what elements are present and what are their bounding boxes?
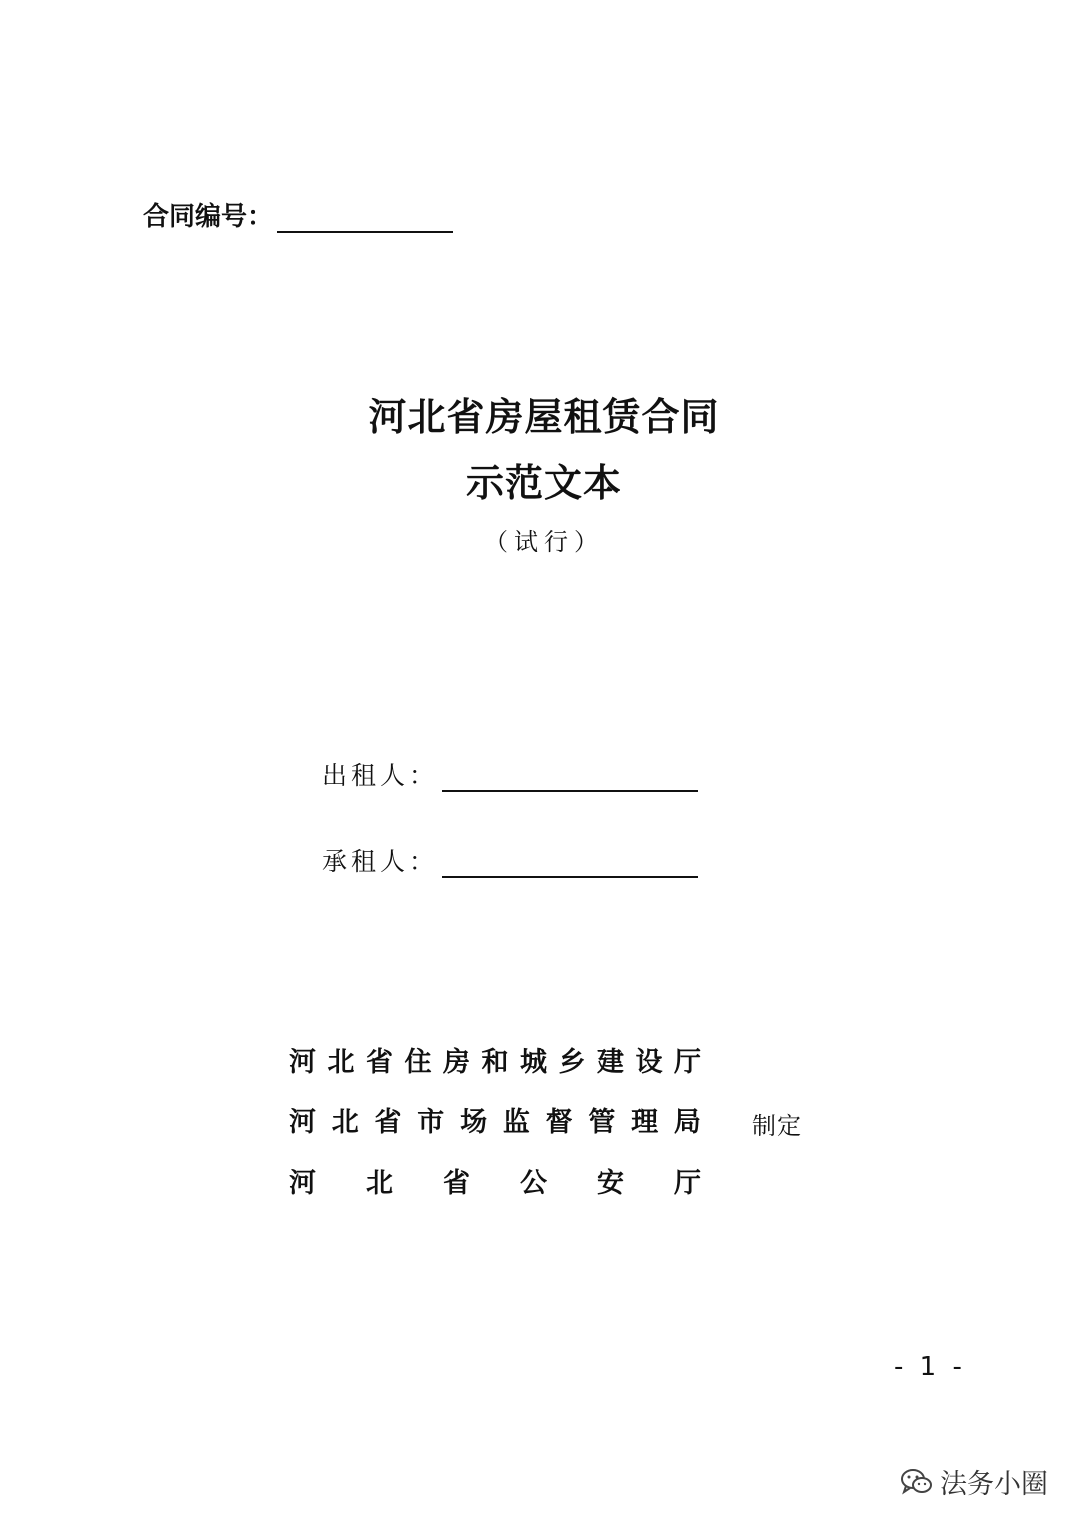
issuer-housing-dept: 河 北 省 住 房 和 城 乡 建 设 厅 [289, 1047, 701, 1078]
wechat-icon [900, 1467, 934, 1497]
lessor-blank[interactable] [442, 760, 698, 792]
lessee-label: 承租人： [322, 847, 439, 876]
contract-number-label: 合同编号： [143, 202, 274, 232]
lessee-blank[interactable] [442, 846, 698, 878]
page-number: - 1 - [894, 1352, 966, 1382]
trial-note: （试行） [484, 528, 604, 556]
issuer-market-supervision: 河 北 省 市 场 监 督 管 理 局 [289, 1107, 701, 1138]
document-subtitle: 示范文本 [465, 460, 622, 505]
issued-by-label: 制定 [752, 1112, 802, 1140]
lessee-field [322, 842, 698, 878]
lessor-label: 出租人： [322, 761, 439, 790]
contract-number-field [143, 196, 453, 233]
contract-number-blank[interactable] [277, 201, 453, 233]
watermark-text: 法务小圈 [940, 1469, 1048, 1500]
watermark [900, 1462, 1048, 1501]
lessor-field [322, 756, 698, 792]
document-title: 河北省房屋租赁合同 [368, 394, 720, 439]
issuer-public-security: 河 北 省 公 安 厅 [289, 1168, 701, 1199]
